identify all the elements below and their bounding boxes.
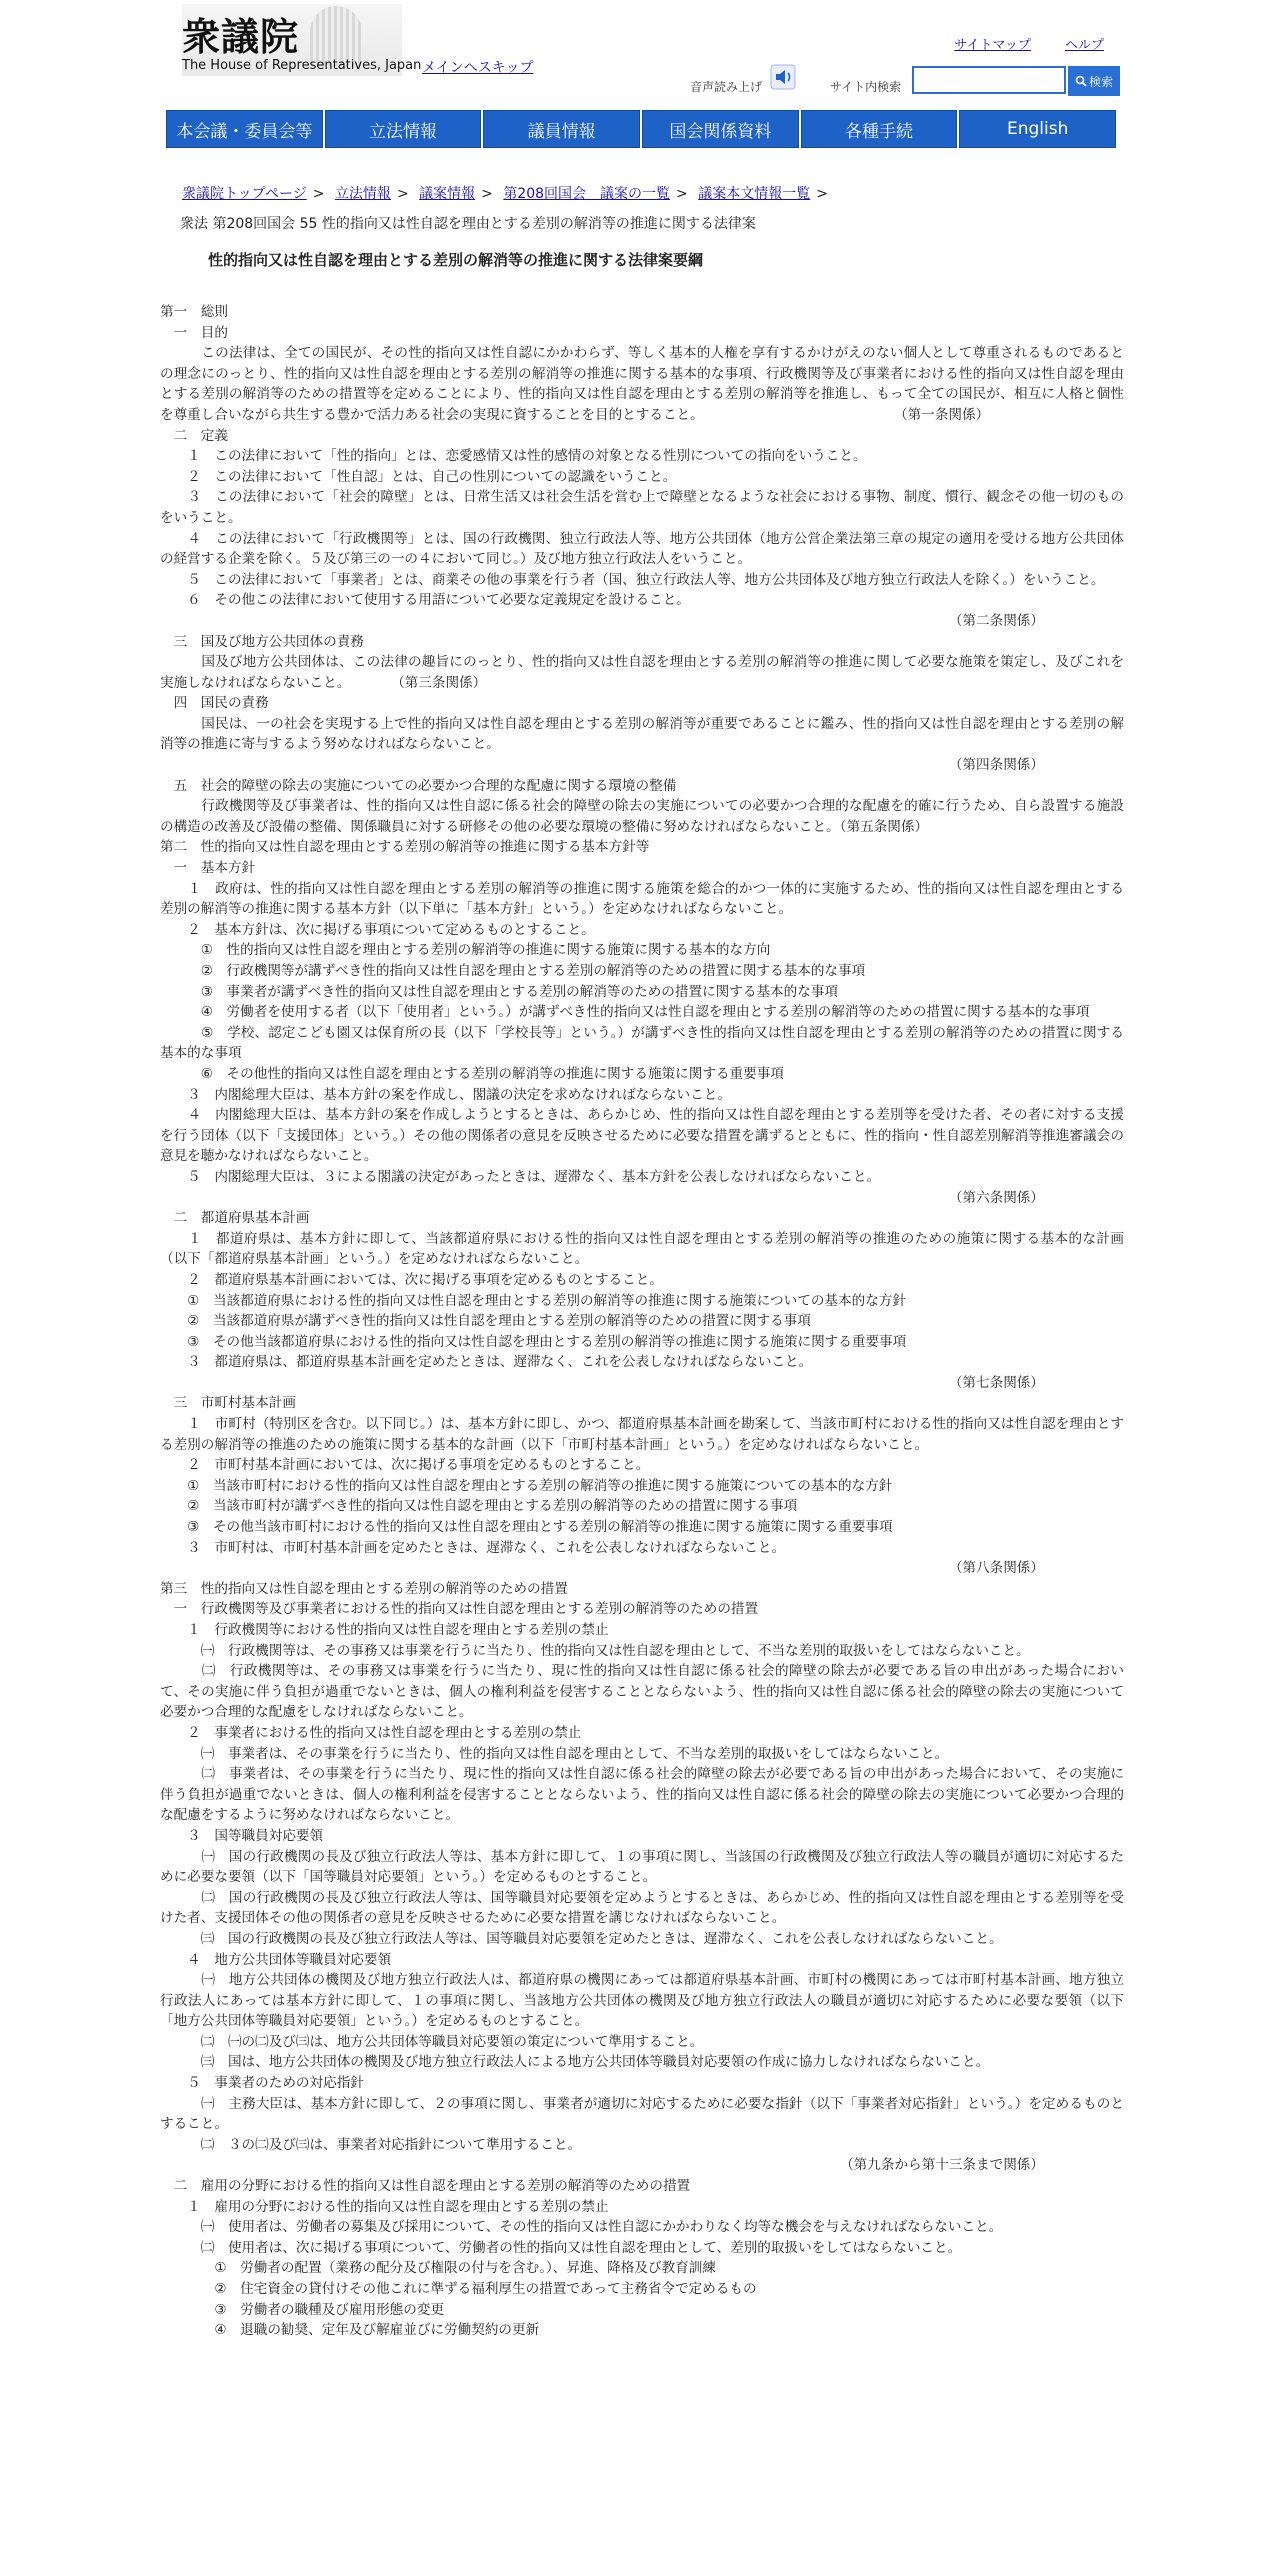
doc-line: ㈠ 事業者は、その事業を行うに当たり、性的指向又は性自認を理由として、不当な差別的取扱いをしてはならないこと。 <box>160 1745 949 1762</box>
doc-line: ㈡ 使用者は、次に掲げる事項について、労働者の性的指向又は性自認を理由として、差別的取扱いをしてはならないこと。 <box>160 2239 962 2256</box>
doc-line: ② 当該市町村が講ずべき性的指向又は性自認を理由とする差別の解消等のための措置に関する事項 <box>160 1498 798 1515</box>
nav-legislation[interactable]: 立法情報 <box>325 110 482 148</box>
doc-line: 第二 性的指向又は性自認を理由とする差別の解消等の推進に関する基本方針等 <box>160 839 650 856</box>
site-search-label: サイト内検索 <box>830 80 902 94</box>
doc-line: 五 社会的障壁の除去の実施についての必要かつ合理的な配慮に関する環境の整備 <box>160 777 677 794</box>
doc-line: ② 当該都道府県が講ずべき性的指向又は性自認を理由とする差別の解消等のための措置に関する事項 <box>160 1313 811 1330</box>
search-input[interactable] <box>912 66 1066 94</box>
page <box>160 0 1124 2339</box>
doc-line: ㈢ 国の行政機関の長及び独立行政法人等は、国等職員対応要領を定めたときは、遅滞なく、これを公表しなければならないこと。 <box>160 1930 1003 1947</box>
doc-line: １ 市町村（特別区を含む。以下同じ。）は、基本方針に即し、かつ、都道府県基本計画を勘案して、当該市町村における性的指向又は性自認を理由とする差別の解消等の推進のための施策に関する基本的な計画（以下「市町村基本計画」という。）を定めなければならないこと。 <box>160 1416 1124 1453</box>
doc-line: ２ この法律において「性自認」とは、自己の性別についての認識をいうこと。 <box>160 468 677 485</box>
nav-procedures[interactable]: 各種手続 <box>801 110 958 148</box>
breadcrumb-bills[interactable]: 議案情報 <box>419 186 476 202</box>
help-link[interactable]: ヘルプ <box>1064 38 1104 53</box>
doc-line: 四 国民の責務 <box>160 695 269 712</box>
doc-line: １ この法律において「性的指向」とは、恋愛感情又は性的感情の対象となる性別についての指向をいうこと。 <box>160 448 867 465</box>
doc-line: （第四条関係） <box>948 757 1044 774</box>
doc-line: ① 性的指向又は性自認を理由とする差別の解消等の推進に関する施策に関する基本的な方向 <box>160 942 771 959</box>
search-button-label: 検索 <box>1088 74 1113 89</box>
breadcrumb-legislation[interactable]: 立法情報 <box>334 186 391 202</box>
breadcrumb: 衆議院トップページ > 立法情報 > 議案情報 > 第208回国会 議案の一覧 > 議案本文情報一覧 > <box>182 186 828 202</box>
doc-line: この法律は、全ての国民が、その性的指向又は性自認にかかわらず、等しく基本的人権を享有するかけがえのない個人として尊重されるものであるとの理念にのっとり、性的指向又は性自認を理由とする差別の解消等の推進に関する基本的な事項、行政機関等及び事業者における性的指向又は性自認を理由とする差別の解消等のための措置等を定めることにより、性的指向又は性自認を理由とする差別の解消等を推進し、もって全ての国民が、相互に人格と個性を尊重し合いながら共生する豊かで活力ある社会の実現に資することを目的とすること。 （第一条関係） <box>160 345 1124 423</box>
doc-line: ㈡ ㈠の㈡及び㈢は、地方公共団体等職員対応要領の策定について準用すること。 <box>160 2033 704 2050</box>
doc-line: 第一 総則 <box>160 304 228 320</box>
doc-line: ③ 事業者が講ずべき性的指向又は性自認を理由とする差別の解消等のための措置に関する基本的な事項 <box>160 983 839 1000</box>
voice-readout-label[interactable]: 音声読み上げ <box>690 80 763 94</box>
doc-line: １ 行政機関等における性的指向又は性自認を理由とする差別の禁止 <box>160 1622 609 1638</box>
top-links <box>924 34 1104 53</box>
nav-plenary-committees[interactable]: 本会議・委員会等 <box>166 110 323 148</box>
doc-line: ③ その他当該市町村における性的指向又は性自認を理由とする差別の解消等の推進に関する施策に関する重要事項 <box>160 1519 893 1536</box>
logo-english: The House of Representatives, Japan <box>182 58 422 73</box>
diet-building-icon <box>310 6 362 66</box>
skip-to-main-link[interactable]: メインへスキップ <box>422 60 534 76</box>
doc-line: ③ その他当該都道府県における性的指向又は性自認を理由とする差別の解消等の推進に関する施策に関する重要事項 <box>160 1333 907 1350</box>
doc-line: ② 住宅資金の貸付けその他これに準ずる福利厚生の措置であって主務省令で定めるもの <box>160 2281 757 2297</box>
nav-members[interactable]: 議員情報 <box>483 110 640 148</box>
doc-line: ２ 市町村基本計画においては、次に掲げる事項を定めるものとすること。 <box>160 1457 650 1474</box>
doc-line: 三 国及び地方公共団体の責務 <box>160 633 364 650</box>
doc-line: ４ 内閣総理大臣は、基本方針の案を作成しようとするときは、あらかじめ、性的指向又は性自認を理由とする差別等を受けた者、その者に対する支援を行う団体（以下「支援団体」という。）その他の関係者の意見を反映させるために必要な措置を講ずるとともに、性的指向・性自認差別解消等推進審議会の意見を聴かなければならないこと。 <box>160 1107 1124 1165</box>
doc-line: １ 都道府県は、基本方針に即して、当該都道府県における性的指向又は性自認を理由とする差別の解消等の推進のための施策に関する基本的な計画（以下「都道府県基本計画」という。）を定めなければならないこと。 <box>160 1230 1124 1268</box>
doc-line: ① 当該市町村における性的指向又は性自認を理由とする差別の解消等の推進に関する施策についての基本的な方針 <box>160 1477 893 1494</box>
nav-diet-documents[interactable]: 国会関係資料 <box>642 110 799 148</box>
doc-line: ３ 国等職員対応要領 <box>160 1827 324 1844</box>
search-icon <box>1075 75 1087 87</box>
sitemap-link[interactable]: サイトマップ <box>954 38 1031 53</box>
breadcrumb-home[interactable]: 衆議院トップページ <box>182 186 307 202</box>
breadcrumb-session-bills[interactable]: 第208回国会 議案の一覧 <box>503 186 671 202</box>
doc-line: ５ 事業者のための対応指針 <box>160 2075 364 2092</box>
doc-line: 国民は、一の社会を実現する上で性的指向又は性自認を理由とする差別の解消等が重要であることに鑑み、性的指向又は性自認を理由とする差別の解消等の推進に寄与するよう努めなければならないこと。 <box>160 715 1124 753</box>
search-button[interactable] <box>1068 66 1120 96</box>
bill-outline-body <box>160 302 1124 2341</box>
doc-line: ㈠ 国の行政機関の長及び独立行政法人等は、基本方針に即して、１の事項に関し、当該国の行政機関及び独立行政法人等の職員が適切に対応するために必要な要領（以下「国等職員対応要領」という。）を定めるものとすること。 <box>160 1848 1124 1886</box>
doc-line: 行政機関等及び事業者は、性的指向又は性自認に係る社会的障壁の除去の実施についての必要かつ合理的な配慮を的確に行うため、自ら設置する施設の構造の改善及び設備の整備、関係職員に対する研修その他の必要な環境の整備に努めなければならないこと。（第五条関係） <box>160 798 1124 835</box>
doc-line: ３ 市町村は、市町村基本計画を定めたときは、遅滞なく、これを公表しなければならないこと。 <box>160 1539 786 1556</box>
doc-line: 一 行政機関等及び事業者における性的指向又は性自認を理由とする差別の解消等のための措置 <box>160 1601 759 1618</box>
page-title: 性的指向又は性自認を理由とする差別の解消等の推進に関する法律案要綱 <box>208 251 704 269</box>
doc-line: 第三 性的指向又は性自認を理由とする差別の解消等のための措置 <box>160 1580 568 1597</box>
site-header <box>160 0 1124 110</box>
doc-line: ３ この法律において「社会的障壁」とは、日常生活又は社会生活を営む上で障壁となるような社会における事物、制度、慣行、観念その他一切のものをいうこと。 <box>160 489 1124 526</box>
doc-line: ④ 退職の勧奨、定年及び解雇並びに労働契約の更新 <box>160 2322 540 2339</box>
doc-line: ㈢ 国は、地方公共団体の機関及び地方独立行政法人による地方公共団体等職員対応要領の作成に協力しなければならないこと。 <box>160 2054 990 2071</box>
bill-subtitle: 衆法 第208回国会 55 性的指向又は性自認を理由とする差別の解消等の推進に関する法律案 <box>180 216 756 232</box>
breadcrumb-bill-texts[interactable]: 議案本文情報一覧 <box>698 186 811 202</box>
doc-line: １ 政府は、性的指向又は性自認を理由とする差別の解消等の推進に関する施策を総合的かつ一体的に実施するため、性的指向又は性自認を理由とする差別の解消等の推進に関する基本方針（以下単に「基本方針」という。）を定めなければならないこと。 <box>160 880 1124 918</box>
doc-line: （第六条関係） <box>948 1189 1044 1206</box>
doc-line: （第九条から第十三条まで関係） <box>840 2157 1044 2174</box>
doc-line: ① 当該都道府県における性的指向又は性自認を理由とする差別の解消等の推進に関する施策についての基本的な方針 <box>160 1292 906 1309</box>
doc-line: １ 雇用の分野における性的指向又は性自認を理由とする差別の禁止 <box>160 2198 609 2215</box>
doc-line: （第二条関係） <box>948 612 1044 629</box>
doc-line: ５ この法律において「事業者」とは、商業その他の事業を行う者（国、独立行政法人等、地方公共団体及び地方独立行政法人を除く。）をいうこと。 <box>160 571 1105 588</box>
doc-line: ３ 内閣総理大臣は、基本方針の案を作成し、閣議の決定を求めなければならないこと。 <box>160 1086 731 1103</box>
doc-line: ３ 都道府県は、都道府県基本計画を定めたときは、遅滞なく、これを公表しなければならないこと。 <box>160 1354 813 1371</box>
doc-line: ㈡ 国の行政機関の長及び独立行政法人等は、国等職員対応要領を定めようとするときは、あらかじめ、性的指向又は性自認を理由とする差別等を受けた者、支援団体その他の関係者の意見を反映させるために必要な措置を講じなければならないこと。 <box>160 1889 1124 1927</box>
doc-line: ④ 労働者を使用する者（以下「使用者」という。）が講ずべき性的指向又は性自認を理由とする差別の解消等のための措置に関する基本的な事項 <box>160 1004 1090 1021</box>
doc-line: （第七条関係） <box>948 1374 1044 1391</box>
speaker-icon[interactable] <box>770 64 796 90</box>
logo-japanese[interactable]: 衆議院 <box>182 14 300 59</box>
doc-line: ２ 基本方針は、次に掲げる事項について定めるものとすること。 <box>160 921 595 938</box>
doc-line: 三 市町村基本計画 <box>160 1395 296 1412</box>
doc-line: 二 都道府県基本計画 <box>160 1210 310 1227</box>
doc-line: ６ その他この法律において使用する用語について必要な定義規定を設けること。 <box>160 592 690 609</box>
doc-line: ４ 地方公共団体等職員対応要領 <box>160 1951 392 1968</box>
doc-line: （第八条関係） <box>948 1560 1044 1577</box>
doc-line: 二 雇用の分野における性的指向又は性自認を理由とする差別の解消等のための措置 <box>160 2178 691 2195</box>
doc-line: ５ 内閣総理大臣は、３による閣議の決定があったときは、遅滞なく、基本方針を公表しなければならないこと。 <box>160 1168 881 1185</box>
doc-line: 国及び地方公共団体は、この法律の趣旨にのっとり、性的指向又は性自認を理由とする差別の解消等の推進に関して必要な施策を策定し、及びこれを実施しなければならないこと。 （第三条関係） <box>160 654 1124 691</box>
doc-line: ㈠ 主務大臣は、基本方針に即して、２の事項に関し、事業者が適切に対応するために必要な指針（以下「事業者対応指針」という。）を定めるものとすること。 <box>160 2095 1124 2133</box>
doc-line: ⑥ その他性的指向又は性自認を理由とする差別の解消等の推進に関する施策に関する重要事項 <box>160 1065 784 1082</box>
doc-line: ㈡ 事業者は、その事業を行うに当たり、現に性的指向又は性自認に係る社会的障壁の除去が必要である旨の申出があった場合において、その実施に伴う負担が過重でないときは、個人の権利利益を侵害することとならないよう、性的指向又は性自認に係る社会的障壁の除去の実施について必要かつ合理的な配慮をするように努めなければならないこと。 <box>160 1766 1124 1824</box>
doc-line: ４ この法律において「行政機関等」とは、国の行政機関、独立行政法人等、地方公共団体（地方公営企業法第三章の規定の適用を受ける地方公共団体の経営する企業を除く。５及び第三の一の４において同じ。）及び地方独立行政法人をいうこと。 <box>160 530 1124 568</box>
main-nav <box>166 110 1116 148</box>
doc-line: ⑤ 学校、認定こども園又は保育所の長（以下「学校長等」という。）が講ずべき性的指向又は性自認を理由とする差別の解消等のための措置に関する基本的な事項 <box>160 1024 1124 1062</box>
doc-line: ③ 労働者の職種及び雇用形態の変更 <box>160 2301 445 2318</box>
doc-line: ㈠ 行政機関等は、その事務又は事業を行うに当たり、性的指向又は性自認を理由として、不当な差別的取扱いをしてはならないこと。 <box>160 1642 1030 1659</box>
doc-line: 一 目的 <box>160 324 228 341</box>
doc-line: ① 労働者の配置（業務の配分及び権限の付与を含む。）、昇進、降格及び教育訓練 <box>160 2260 716 2277</box>
doc-line: ㈡ 行政機関等は、その事務又は事業を行うに当たり、現に性的指向又は性自認に係る社会的障壁の除去が必要である旨の申出があった場合において、その実施に伴う負担が過重でないときは、個人の権利利益を侵害することとならないよう、性的指向又は性自認に係る社会的障壁の除去の実施について必要かつ合理的な配慮をしなければならないこと。 <box>160 1663 1124 1721</box>
doc-line: ㈡ ３の㈡及び㈢は、事業者対応指針について準用すること。 <box>160 2136 582 2153</box>
doc-line: 二 定義 <box>160 427 228 444</box>
doc-line: 一 基本方針 <box>160 860 256 877</box>
doc-line: ２ 都道府県基本計画においては、次に掲げる事項を定めるものとすること。 <box>160 1271 663 1288</box>
doc-line: ② 行政機関等が講ずべき性的指向又は性自認を理由とする差別の解消等のための措置に関する基本的な事項 <box>160 963 866 979</box>
doc-line: ㈠ 使用者は、労働者の募集及び採用について、その性的指向又は性自認にかかわりなく均等な機会を与えなければならないこと。 <box>160 2219 1003 2236</box>
doc-line: ２ 事業者における性的指向又は性自認を理由とする差別の禁止 <box>160 1724 582 1741</box>
nav-english[interactable]: English <box>959 110 1116 148</box>
doc-line: ㈠ 地方公共団体の機関及び地方独立行政法人は、都道府県の機関にあっては都道府県基本計画、市町村の機関にあっては市町村基本計画、地方独立行政法人にあっては基本方針に即して、１の事項に関し、当該地方公共団体の機関及び地方独立行政法人の職員が適切に対応するために必要な要領（以下「地方公共団体等職員対応要領」という。）を定めるものとすること。 <box>160 1972 1124 2030</box>
